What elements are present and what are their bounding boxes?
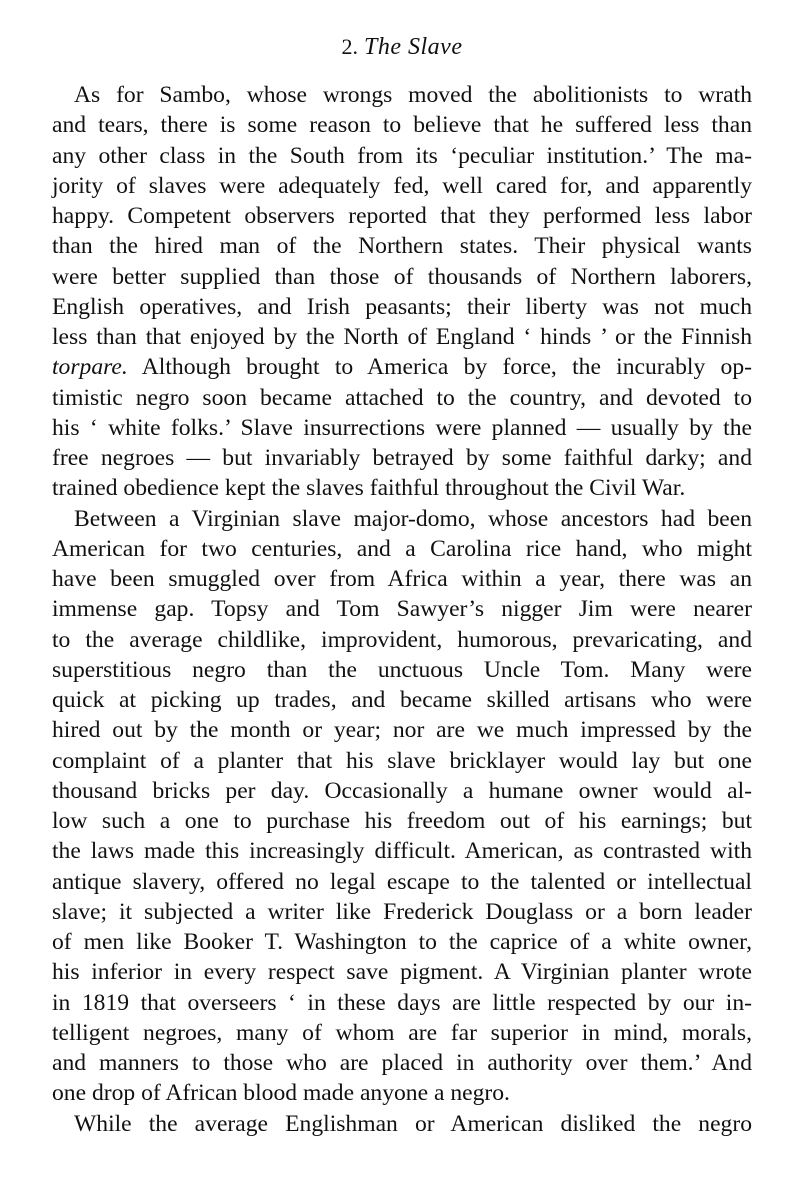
text-line: jority of slaves were adequately fed, well cared for, and apparently [52, 172, 752, 199]
paragraph-2 [52, 504, 752, 1109]
text-line: immense gap. Topsy and Tom Sawyer’s nigger Jim were nearer [52, 596, 752, 623]
text-line: slave; it subjected a writer like Frederick Douglass or a born leader [52, 898, 752, 925]
text-line: to the average childlike, improvident, humorous, prevaricating, and [52, 626, 752, 653]
text-line: less than that enjoyed by the North of England ‘ hinds ’ or the Finnish [52, 324, 752, 350]
text-line: the laws made this increasingly difficult. American, as contrasted with [52, 838, 752, 865]
text-line: superstitious negro than the unctuous Uncle Tom. Many were [52, 656, 752, 683]
text-line: happy. Competent observers reported that they performed less labor [52, 203, 752, 229]
text-line: American for two centuries, and a Carolina rice hand, who might [52, 535, 752, 562]
text-line: English operatives, and Irish peasants; their liberty was not much [52, 293, 752, 320]
text-line: have been smuggled over from Africa within a year, there was an [52, 566, 752, 592]
paragraph-3 [52, 1109, 752, 1139]
text-line: and manners to those who are placed in authority over them.’ And [52, 1050, 752, 1076]
text-line: free negroes — but invariably betrayed by some faithful darky; and [52, 445, 752, 471]
section-title: The Slave [364, 34, 463, 60]
text-line: than the hired man of the Northern states. Their physical wants [52, 233, 752, 260]
text-line: timistic negro soon became attached to the country, and devoted to [52, 384, 752, 411]
text-line: antique slavery, offered no legal escape to the talented or intellectual [52, 868, 752, 895]
text-line: and tears, there is some reason to believe that he suffered less than [52, 112, 752, 139]
text-line: of men like Booker T. Washington to the caprice of a white owner, [52, 929, 752, 955]
text-line: While the average Englishman or American disliked the negro [74, 1110, 752, 1137]
text-line: Between a Virginian slave major-domo, whose ancestors had been [74, 505, 752, 532]
paragraph-1 [52, 80, 752, 504]
text-line: quick at picking up trades, and became skilled artisans who were [52, 687, 752, 713]
text-line: were better supplied than those of thousands of Northern laborers, [52, 263, 752, 290]
text-line-italic-start: torpare. Although brought to America by force, the incurably op- [52, 354, 752, 381]
text-line: thousand bricks per day. Occasionally a humane owner would al- [52, 777, 752, 804]
body-text [52, 80, 752, 1139]
section-heading [0, 30, 804, 64]
italic-word: torpare. [52, 354, 128, 381]
text-line: complaint of a planter that his slave bricklayer would lay but one [52, 747, 752, 774]
text-line: trained obedience kept the slaves faithful throughout the Civil War. [52, 475, 686, 502]
text-line: one drop of African blood made anyone a negro. [52, 1080, 510, 1107]
text-line: hired out by the month or year; nor are we much impressed by the [52, 717, 752, 744]
text-line: his ‘ white folks.’ Slave insurrections were planned — usually by the [52, 414, 752, 441]
text-line: As for Sambo, whose wrongs moved the abolitionists to wrath [74, 82, 752, 108]
text-line: his inferior in every respect save pigment. A Virginian planter wrote [52, 959, 752, 986]
section-number: 2. [341, 34, 358, 59]
text-line: in 1819 that overseers ‘ in these days are little respected by our in- [52, 989, 752, 1016]
text-line: low such a one to purchase his freedom out of his earnings; but [52, 808, 752, 834]
text-line: any other class in the South from its ‘peculiar institution.’ The ma- [52, 142, 752, 169]
text-line: telligent negroes, many of whom are far superior in mind, morals, [52, 1019, 752, 1046]
